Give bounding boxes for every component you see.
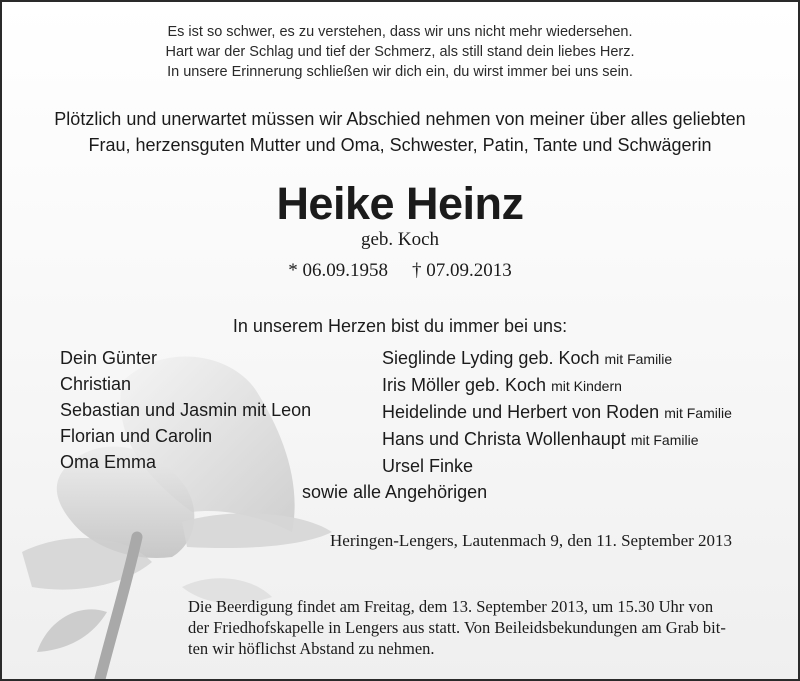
poem <box>2 22 798 82</box>
relatives-line: sowie alle Angehörigen <box>302 482 488 502</box>
motto: In unserem Herzen bist du immer bei uns: <box>232 316 568 336</box>
intro-line: Plötzlich und unerwartet müssen wir Abschied nehmen von meiner über alles geliebten <box>54 109 746 129</box>
poem-line: Es ist so schwer, es zu verstehen, dass wir uns nicht mehr wiedersehen. <box>167 24 633 40</box>
mourner-name: Iris Möller geb. Koch <box>382 375 547 395</box>
mourners-left <box>60 345 311 475</box>
mourner-name: Ursel Finke <box>382 456 474 476</box>
intro-text <box>2 106 798 158</box>
funeral-info <box>188 596 778 659</box>
poem-line: Hart war der Schlag und tief der Schmerz, als still stand dein liebes Herz. <box>165 44 635 60</box>
mourner-name: Sieglinde Lyding geb. Koch <box>382 348 600 368</box>
mourner <box>382 345 732 372</box>
mourner <box>382 426 732 453</box>
death-date: † 07.09.2013 <box>412 260 512 281</box>
mourner: Christian <box>60 374 132 394</box>
funeral-line: ten wir höflichst Abstand zu nehmen. <box>188 639 435 658</box>
life-dates <box>2 259 798 283</box>
mourner: Oma Emma <box>60 452 157 472</box>
mourner-suffix: mit Kindern <box>551 378 622 394</box>
mourner <box>382 453 732 480</box>
mourner: Sebastian und Jasmin mit Leon <box>60 400 312 420</box>
mourners-right <box>382 345 732 480</box>
intro-line: Frau, herzensguten Mutter und Oma, Schwester, Patin, Tante und Schwägerin <box>88 135 712 155</box>
mourner-name: Hans und Christa Wollenhaupt <box>382 429 626 449</box>
mourner-suffix: mit Familie <box>664 405 732 421</box>
mourner-name: Heidelinde und Herbert von Roden <box>382 402 660 422</box>
birth-date: * 06.09.1958 <box>288 260 388 281</box>
mourner <box>382 399 732 426</box>
mourner: Florian und Carolin <box>60 426 213 446</box>
mourner-suffix: mit Familie <box>604 351 673 367</box>
birth-name: geb. Koch <box>360 229 440 250</box>
poem-line: In unsere Erinnerung schließen wir dich ein, du wirst immer bei uns sein. <box>167 64 633 80</box>
place-date: Heringen-Lengers, Lautenmach 9, den 11. September 2013 <box>330 531 733 550</box>
funeral-line: Die Beerdigung findet am Freitag, dem 13. September 2013, um 15.30 Uhr von <box>188 597 714 616</box>
mourner-suffix: mit Familie <box>630 432 699 448</box>
mourner <box>382 372 732 399</box>
funeral-line: der Friedhofskapelle in Lengers aus statt. Von Beileidsbekundungen am Grab bit- <box>188 618 726 637</box>
mourner: Dein Günter <box>60 348 158 368</box>
deceased-name: Heike Heinz <box>276 178 524 229</box>
